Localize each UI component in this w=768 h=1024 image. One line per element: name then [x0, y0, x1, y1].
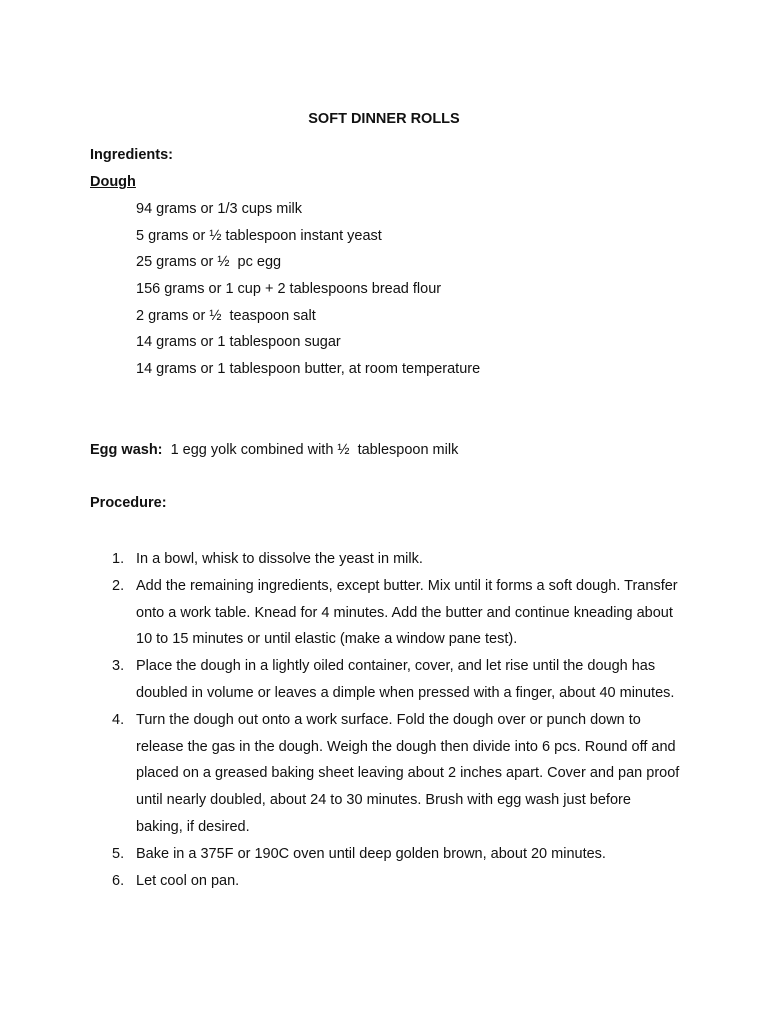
step-number: 1. — [112, 551, 125, 567]
step-number: 3. — [112, 658, 125, 675]
ingredient-item: 14 grams or 1 tablespoon butter, at room temperature — [136, 361, 481, 378]
step-number: 2. — [112, 577, 125, 594]
ingredient-item: 156 grams or 1 cup + 2 tablespoons bread flour — [136, 281, 442, 298]
ingredient-item: 25 grams or ½ pc egg — [136, 254, 282, 271]
procedure-step — [90, 841, 690, 868]
procedure-step — [90, 653, 690, 707]
procedure-heading: Procedure: — [90, 495, 167, 511]
step-number: 6. — [112, 872, 125, 889]
step-text: In a bowl, whisk to dissolve the yeast in milk. — [136, 551, 423, 567]
document-title: SOFT DINNER ROLLS — [308, 111, 460, 127]
ingredient-item: 5 grams or ½ tablespoon instant yeast — [136, 227, 382, 244]
dough-heading: Dough — [90, 174, 136, 190]
procedure-steps — [90, 546, 690, 894]
step-text: Let cool on pan. — [136, 872, 240, 889]
egg-wash-text: 1 egg yolk combined with ½ tablespoon milk — [170, 442, 459, 458]
step-text: Add the remaining ingredients, except butter. Mix until it forms a soft dough. Transfer onto a work table. Knead for 4 minutes. Add the butter and continue kneading about 10 to 15 minutes or until elastic (make a window pane test). — [136, 577, 678, 648]
ingredient-item: 2 grams or ½ teaspoon salt — [136, 307, 316, 324]
step-number: 5. — [112, 845, 125, 862]
step-text: Bake in a 375F or 190C oven until deep golden brown, about 20 minutes. — [136, 845, 606, 862]
ingredient-item: 14 grams or 1 tablespoon sugar — [136, 334, 341, 351]
procedure-step — [90, 546, 690, 573]
step-text: Turn the dough out onto a work surface. Fold the dough over or punch down to release the gas in the dough. Weigh the dough then divide into 6 pcs. Round off and placed on a greased baking sheet leaving about 2 inches apart. Cover and pan proof until nearly doubled, about 24 to 30 minutes. Brush with egg wash just before baking, if desired. — [136, 711, 680, 835]
ingredient-list — [136, 198, 480, 385]
egg-wash-label: Egg wash: — [90, 442, 163, 458]
procedure-step — [90, 707, 690, 841]
step-number: 4. — [112, 711, 125, 728]
step-text: Place the dough in a lightly oiled container, cover, and let rise until the dough has doubled in volume or leaves a dimple when pressed with a finger, about 40 minutes. — [136, 658, 675, 701]
egg-wash-line — [90, 440, 458, 460]
ingredient-item: 94 grams or 1/3 cups milk — [136, 201, 303, 217]
ingredients-heading: Ingredients: — [90, 147, 173, 163]
procedure-step — [90, 573, 690, 653]
procedure-step — [90, 868, 690, 895]
